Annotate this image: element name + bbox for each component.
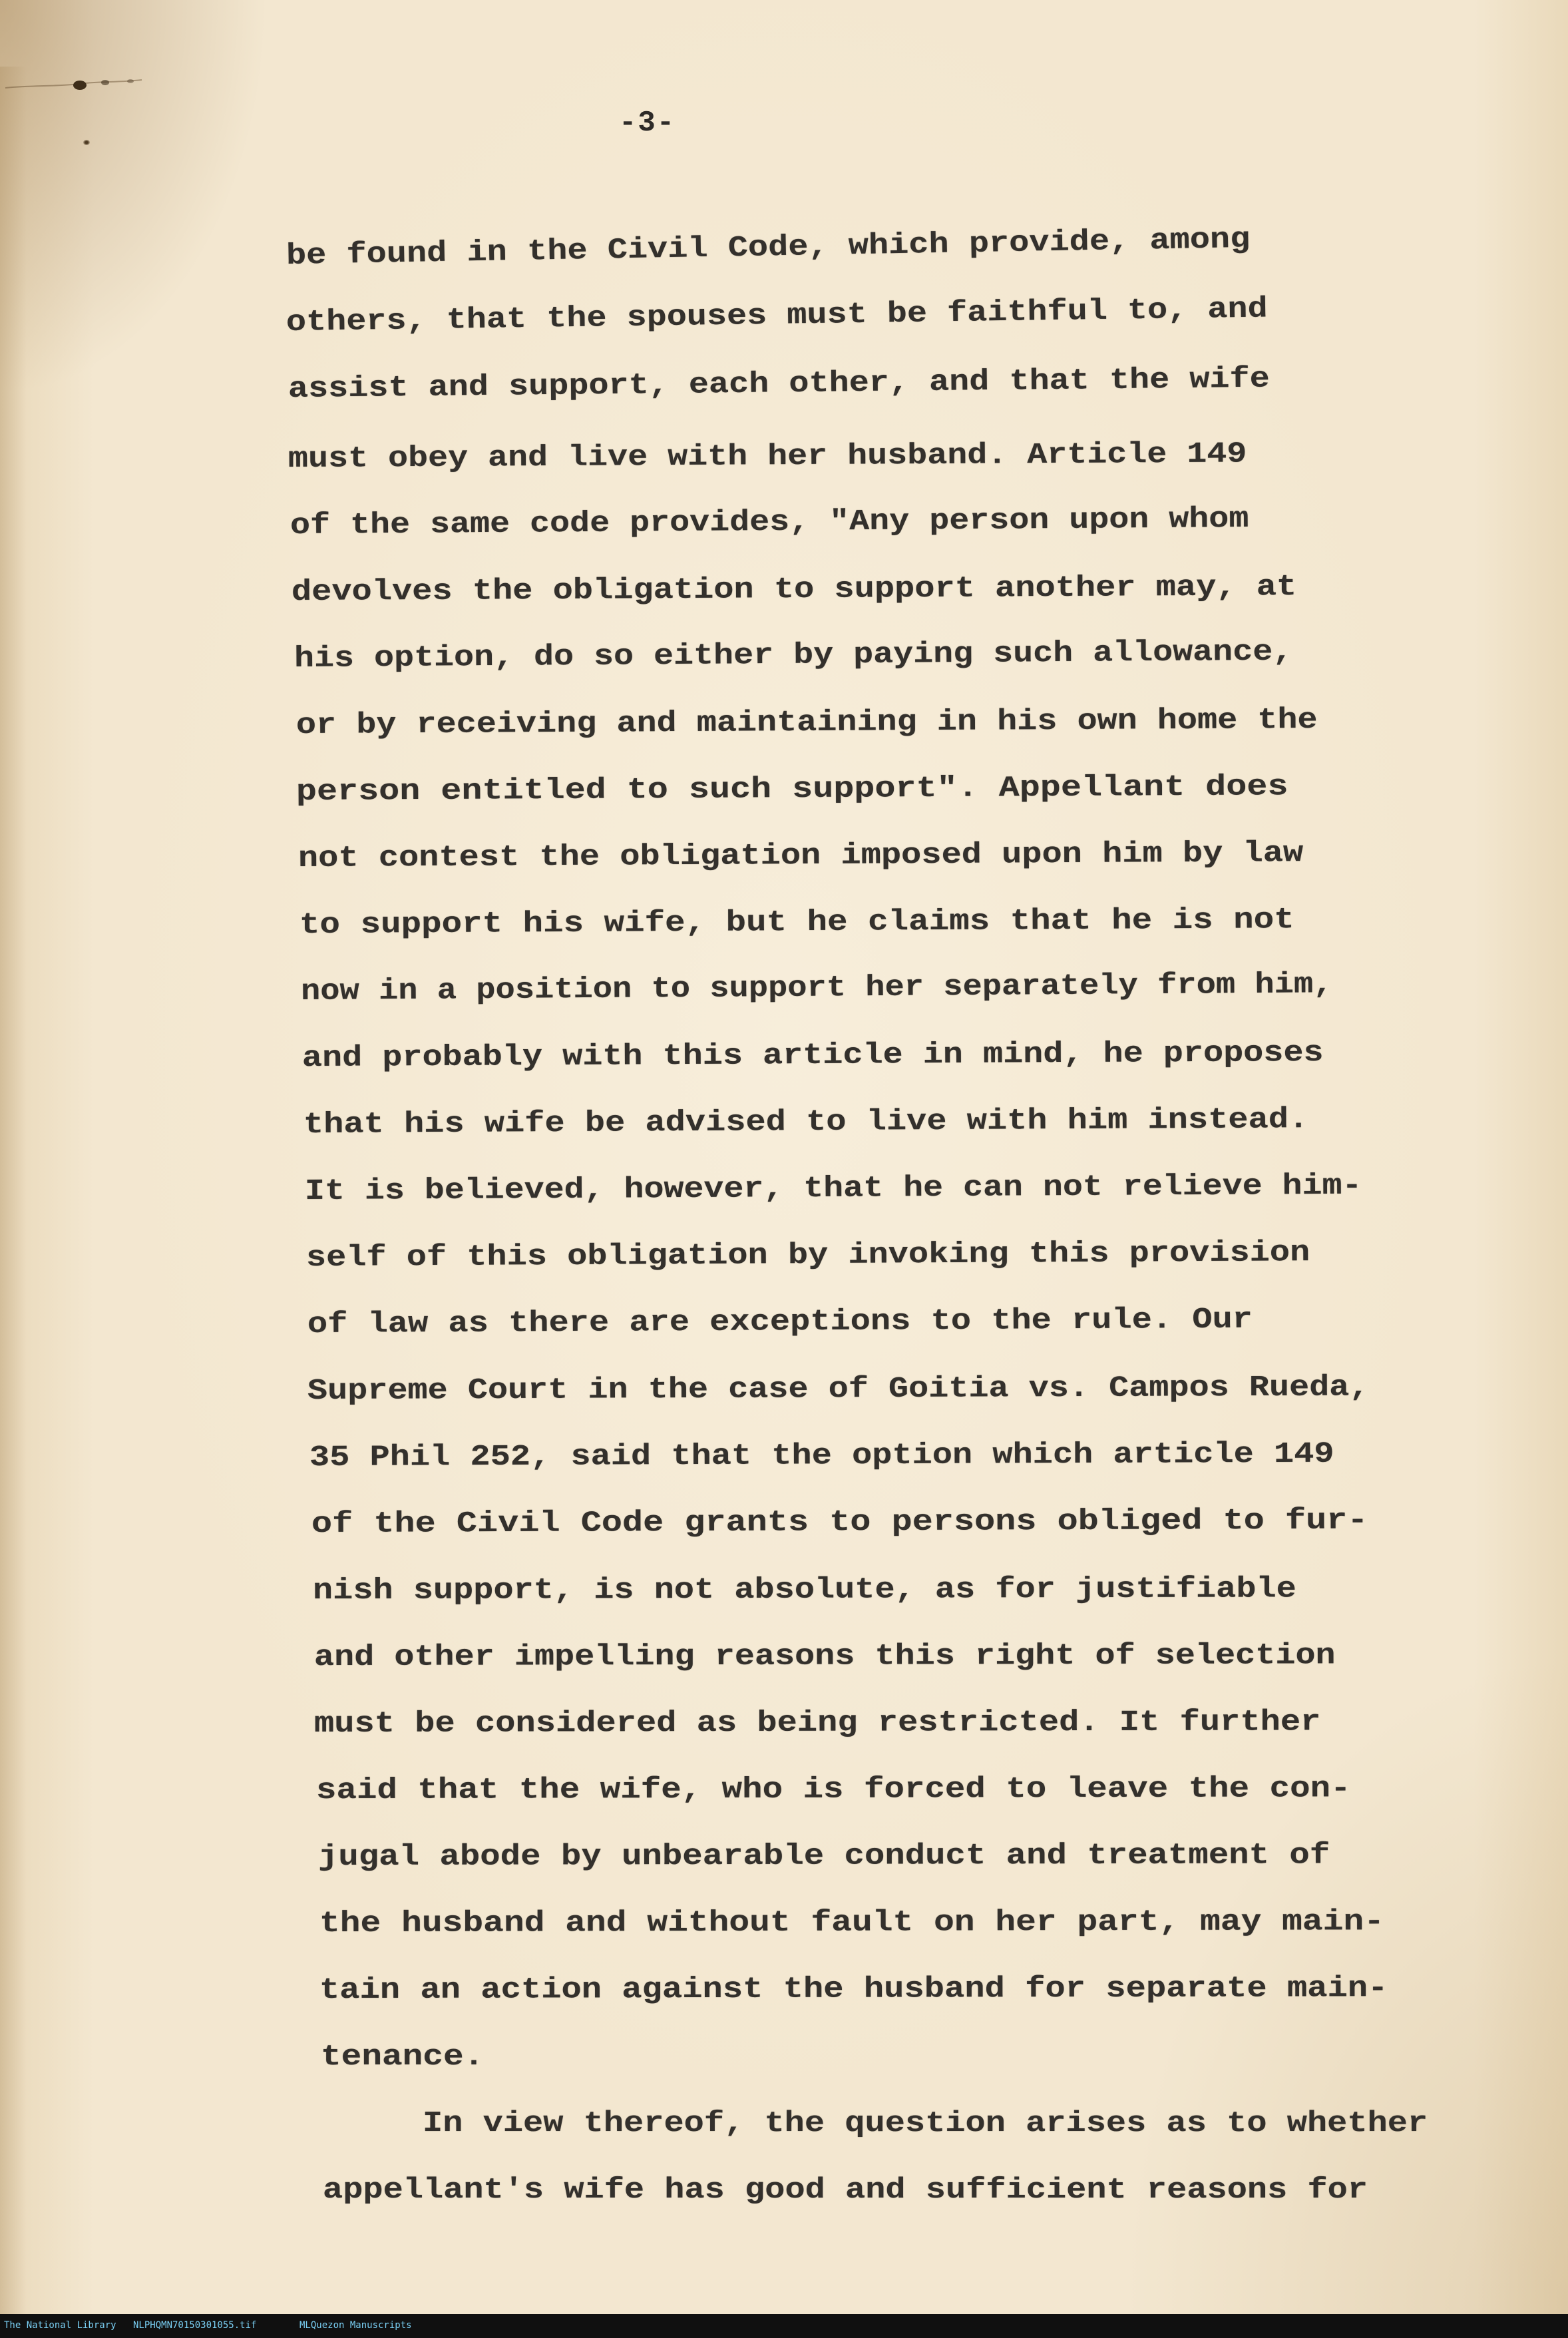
- text-line: must obey and live with her husband. Article 149: [288, 437, 1247, 476]
- text-line: and other impelling reasons this right of selection: [313, 1639, 1336, 1674]
- text-line: his option, do so either by paying such allowance,: [294, 635, 1293, 676]
- footer-file-id: NLPHQMN70150301055.tif: [133, 2320, 257, 2331]
- text-line: person entitled to such support". Appellant does: [295, 770, 1288, 809]
- text-line: nish support, is not absolute, as for justifiable: [312, 1572, 1296, 1608]
- footer-library: The National Library: [4, 2320, 116, 2331]
- text-line: said that the wife, who is forced to leave the con-: [315, 1772, 1351, 1807]
- text-line: must be considered as being restricted. It further: [313, 1706, 1321, 1741]
- text-line: assist and support, each other, and that the wife: [288, 362, 1270, 406]
- punch-hole-icon: [83, 140, 90, 145]
- text-line: In view thereof, the question arises as to whether: [423, 2107, 1428, 2140]
- text-line: not contest the obligation imposed upon him by law: [297, 837, 1304, 875]
- staple-mark-icon: [5, 79, 145, 95]
- text-line: It is believed, however, that he can not relieve him-: [304, 1169, 1362, 1208]
- text-line: jugal abode by unbearable conduct and treatment of: [317, 1839, 1330, 1874]
- text-line: to support his wife, but he claims that he is not: [299, 903, 1294, 942]
- text-line: be found in the Civil Code, which provide, among: [286, 222, 1251, 273]
- text-line: or by receiving and maintaining in his own home the: [295, 703, 1318, 742]
- text-line: of the Civil Code grants to persons obliged to fur-: [311, 1504, 1368, 1541]
- text-line: tain an action against the husband for separate main-: [319, 1972, 1388, 2007]
- text-line: appellant's wife has good and sufficient reasons for: [323, 2174, 1368, 2207]
- footer-collection: MLQuezon Manuscripts: [299, 2320, 412, 2331]
- page-number: -3-: [619, 107, 676, 140]
- text-line: the husband and without fault on her part, may main-: [319, 1905, 1385, 1941]
- text-line: devolves the obligation to support another may, at: [291, 571, 1297, 609]
- text-line: others, that the spouses must be faithful to, and: [286, 292, 1269, 340]
- text-line: self of this obligation by invoking this provision: [305, 1236, 1310, 1275]
- text-line: of law as there are exceptions to the rule. Our: [307, 1303, 1253, 1341]
- text-line: now in a position to support her separately from him,: [300, 968, 1333, 1009]
- text-line: of the same code provides, "Any person upon whom: [290, 502, 1249, 543]
- text-line: that his wife be advised to live with him instead.: [303, 1103, 1309, 1142]
- edge-stain: [0, 67, 27, 2314]
- text-line: tenance.: [321, 2040, 485, 2074]
- archive-footer: [0, 2314, 1568, 2338]
- text-line: Supreme Court in the case of Goitia vs. Campos Rueda,: [307, 1371, 1370, 1408]
- text-line: 35 Phil 252, said that the option which article 149: [309, 1437, 1334, 1475]
- text-line: and probably with this article in mind, he proposes: [301, 1036, 1324, 1075]
